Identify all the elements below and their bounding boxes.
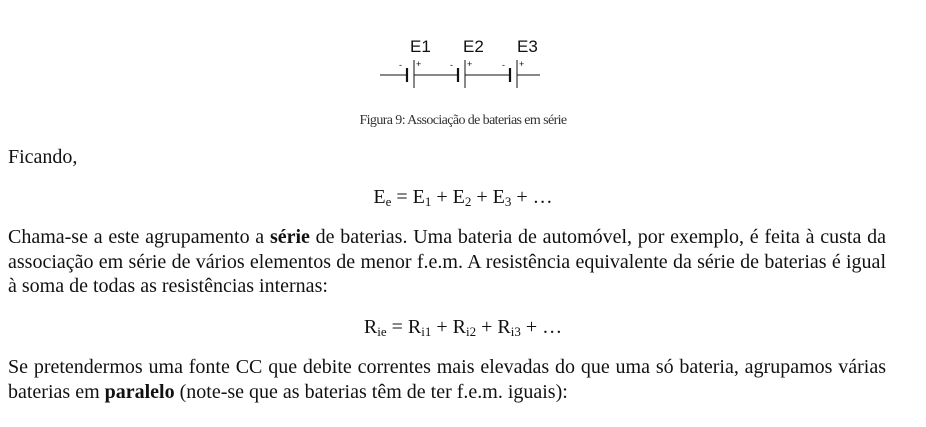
- eq1-term2: E: [452, 186, 465, 208]
- polarity-pos-e1: +: [416, 59, 422, 69]
- polarity-pos-e2: +: [467, 59, 473, 69]
- polarity-pos-e3: +: [519, 59, 525, 69]
- eq2-term1-sub: i1: [421, 324, 432, 339]
- eq1-term1: E: [412, 186, 425, 208]
- eq1-term2-sub: 2: [464, 194, 472, 209]
- battery-series-diagram: [370, 30, 550, 90]
- eq2-tail: + …: [520, 316, 563, 338]
- label-e2: E2: [463, 37, 484, 56]
- battery-cells: [407, 60, 517, 88]
- figure-caption: Figura 9: Associação de baterias em série: [359, 113, 567, 128]
- eq1-plus1: +: [431, 186, 453, 208]
- para1-text-b: de baterias. Uma bateria de automóvel, por exemplo, é feita à custa da associação em série de vários elementos de menor f.e.m. A resistência equivalente da série de baterias é igual à soma de todas as resistências internas:: [8, 226, 886, 297]
- para1-text-a: Chama-se a este agrupamento a: [8, 226, 270, 248]
- eq1-equals: =: [391, 186, 413, 208]
- eq1-lhs-sub: e: [385, 194, 392, 209]
- eq1-term3-sub: 3: [504, 194, 512, 209]
- equation-resistance-series: [0, 316, 926, 340]
- eq2-plus2: +: [476, 316, 498, 338]
- eq2-lhs: R: [363, 316, 378, 338]
- eq2-lhs-sub: ie: [377, 324, 387, 339]
- eq1-term3: E: [492, 186, 505, 208]
- polarity-neg-e3: -: [502, 60, 505, 70]
- eq2-term2-sub: i2: [465, 324, 477, 339]
- equation-emf-series: [0, 186, 926, 210]
- para1-bold-serie: série: [269, 226, 310, 248]
- eq2-term2: R: [452, 316, 466, 338]
- para2-bold-paralelo: paralelo: [104, 380, 175, 403]
- eq1-lhs: E: [373, 186, 386, 208]
- label-e1: E1: [410, 37, 431, 56]
- eq2-equals: =: [386, 316, 408, 338]
- paragraph-parallel: [8, 355, 886, 404]
- eq1-term1-sub: 1: [424, 194, 432, 209]
- eq1-tail: + …: [511, 186, 553, 208]
- para2-text-a: Se pretendermos uma fonte CC que debite correntes mais elevadas do que uma só bateria, agrupamos várias baterias em: [8, 356, 886, 403]
- polarity-neg-e1: -: [399, 60, 402, 70]
- label-e3: E3: [517, 37, 538, 56]
- para2-text-b: (note-se que as baterias têm de ter f.e.m. iguais):: [174, 380, 568, 403]
- eq2-term1: R: [407, 316, 422, 338]
- eq2-term3: R: [497, 316, 511, 338]
- eq2-term3-sub: i3: [510, 324, 521, 339]
- eq1-plus2: +: [471, 186, 493, 208]
- series-circuit-figure: [370, 30, 550, 90]
- polarity-neg-e2: -: [450, 60, 453, 70]
- intro-text: Ficando,: [8, 146, 78, 168]
- paragraph-series: [8, 225, 886, 299]
- eq2-plus1: +: [431, 316, 453, 338]
